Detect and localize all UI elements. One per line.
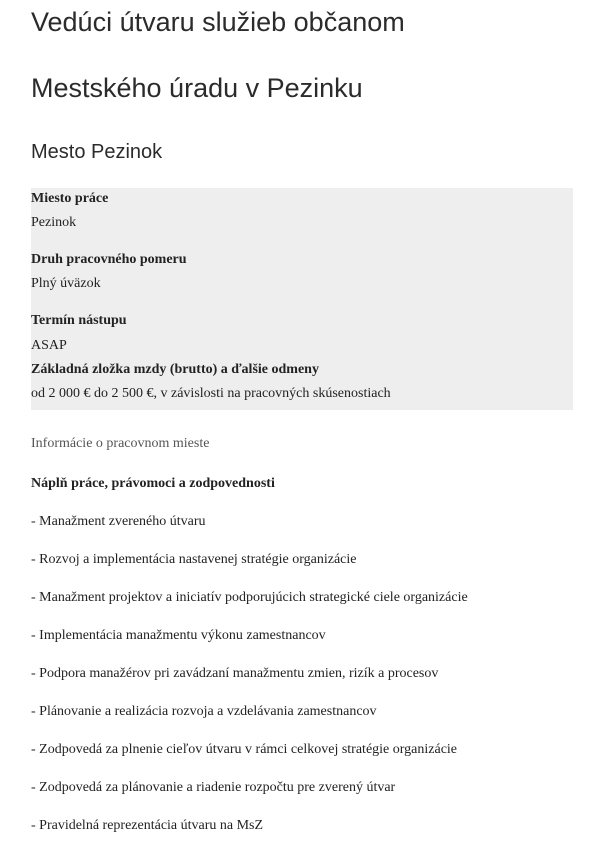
job-title-line-1: Vedúci útvaru služieb občanom — [31, 7, 405, 37]
employer-name: Mesto Pezinok — [31, 141, 163, 163]
list-item: - Zodpovedá za plánovanie a riadenie rozpočtu pre zverený útvar — [31, 780, 396, 795]
list-item: - Pravidelná reprezentácia útvaru na MsZ — [31, 818, 264, 833]
list-item: - Manažment zvereného útvaru — [31, 514, 206, 529]
duties-heading: Náplň práce, právomoci a zodpovednosti — [31, 476, 275, 491]
list-item: - Manažment projektov a iniciatív podporujúcich strategické ciele organizácie — [31, 590, 468, 605]
employment-type-label: Druh pracovného pomeru — [31, 252, 187, 267]
start-date-value: ASAP — [31, 338, 67, 353]
start-date-label: Termín nástupu — [31, 313, 127, 328]
list-item: - Plánovanie a realizácia rozvoja a vzdelávania zamestnancov — [31, 704, 377, 719]
list-item: - Implementácia manažmentu výkonu zamestnancov — [31, 628, 326, 643]
list-item: - Rozvoj a implementácia nastavenej stratégie organizácie — [31, 552, 357, 567]
job-title-line-2: Mestského úradu v Pezinku — [31, 73, 363, 103]
employment-type-value: Plný úväzok — [31, 276, 101, 291]
workplace-value: Pezinok — [31, 215, 77, 230]
list-item: - Podpora manažérov pri zavádzaní manažmentu zmien, rizík a procesov — [31, 666, 439, 681]
salary-value: od 2 000 € do 2 500 €, v závislosti na pracovných skúsenostiach — [31, 386, 391, 401]
job-details-box — [31, 188, 573, 410]
list-item: - Zodpovedá za plnenie cieľov útvaru v rámci celkovej stratégie organizácie — [31, 742, 458, 757]
salary-label: Základná zložka mzdy (brutto) a ďalšie odmeny — [31, 362, 319, 377]
job-info-caption: Informácie o pracovnom mieste — [31, 436, 210, 451]
workplace-label: Miesto práce — [31, 191, 109, 206]
